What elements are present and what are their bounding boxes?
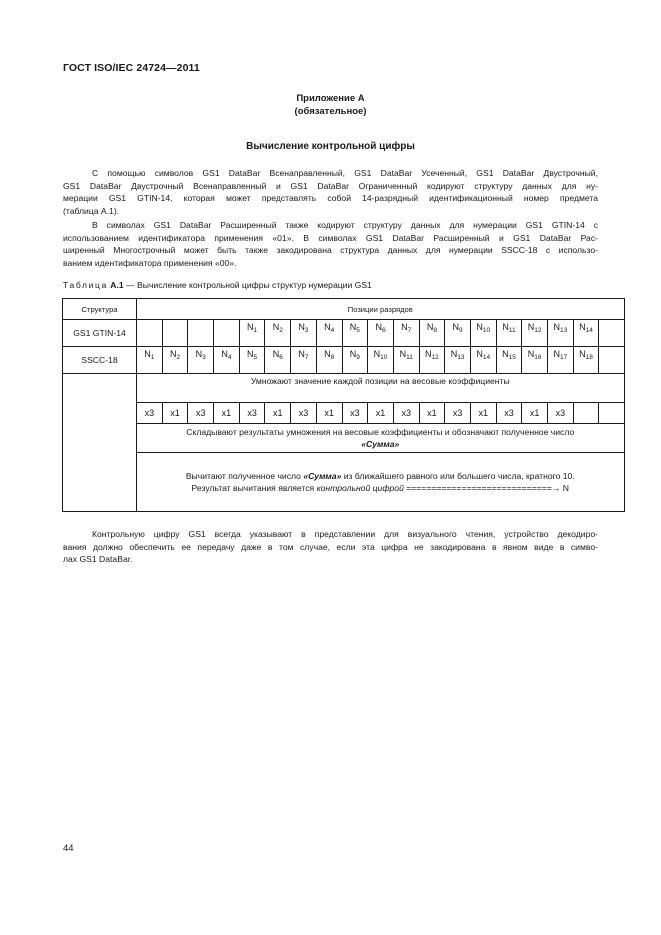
subtract-pre: Вычитают полученное число xyxy=(185,471,304,481)
position-cell xyxy=(188,320,214,347)
position-label: $N_3$ xyxy=(195,349,206,361)
position-label: $N_{15}$ xyxy=(502,349,516,361)
weight-cell: x3 xyxy=(188,403,214,424)
position-cell xyxy=(496,347,522,374)
subtract-word: «Сумма» xyxy=(303,471,342,481)
position-label: $N_9$ xyxy=(452,322,463,334)
position-cell xyxy=(137,347,163,374)
appendix-title: Приложение А xyxy=(296,93,365,104)
empty-cell xyxy=(599,347,624,374)
position-label: $N_{12}$ xyxy=(527,322,542,334)
position-cell xyxy=(316,347,342,374)
paragraph-line: мерации GS1 GTIN-14, которая может представлять собой 14-разрядный идентификационный номер предмета xyxy=(63,193,598,204)
table-row-sscc xyxy=(63,347,625,374)
header-positions: Позиции разрядов xyxy=(137,299,625,320)
position-label: $N_{13}$ xyxy=(553,322,568,334)
position-cell xyxy=(239,320,265,347)
position-label: $N_4$ xyxy=(221,349,232,361)
position-label: $N_4$ xyxy=(324,322,335,334)
weight-cell: x3 xyxy=(291,403,317,424)
position-label: $N_{14}$ xyxy=(476,349,491,361)
position-cell xyxy=(368,347,394,374)
table-row-gtin xyxy=(63,320,625,347)
position-label: $N_5$ xyxy=(247,349,258,361)
position-label: $N_3$ xyxy=(298,322,309,334)
weight-cell: x1 xyxy=(419,403,445,424)
weight-cell: x1 xyxy=(162,403,188,424)
table-row-weights xyxy=(63,403,625,424)
position-cell xyxy=(548,320,574,347)
position-label: $N_{10}$ xyxy=(476,322,491,334)
weight-cell: x3 xyxy=(445,403,471,424)
table-row-sum xyxy=(63,424,625,453)
row-label: SSCC-18 xyxy=(63,347,137,374)
position-cell xyxy=(470,320,496,347)
weight-cell: x1 xyxy=(265,403,291,424)
paragraph-2 xyxy=(63,219,598,269)
position-label: $N_8$ xyxy=(426,322,437,334)
weight-cell: x1 xyxy=(522,403,548,424)
position-cell xyxy=(342,347,368,374)
position-cell xyxy=(445,320,471,347)
position-cell xyxy=(573,320,599,347)
position-label: $N_2$ xyxy=(272,322,283,334)
caption-text: — Вычисление контрольной цифры структур нумерации GS1 xyxy=(123,280,372,290)
document-header: ГОСТ ISO/IEC 24724—2011 xyxy=(63,62,200,74)
position-label: $N_{11}$ xyxy=(399,349,413,361)
weight-cell: x3 xyxy=(496,403,522,424)
position-label: $N_{17}$ xyxy=(553,349,568,361)
position-label: $N_{16}$ xyxy=(527,349,542,361)
result-emph: контрольной цифрой xyxy=(316,483,404,493)
position-label: $N_{13}$ xyxy=(450,349,465,361)
position-label: $N_7$ xyxy=(401,322,412,334)
position-cell xyxy=(470,347,496,374)
position-label: $N_{12}$ xyxy=(425,349,439,361)
position-cell xyxy=(162,347,188,374)
position-label: $N_6$ xyxy=(375,322,386,334)
empty-cell xyxy=(599,320,624,347)
sum-word: «Сумма» xyxy=(361,439,400,449)
paragraph-line: Контрольную цифру GS1 всегда указывают в представлении для визуального чтения, устройство декодиро- xyxy=(92,529,598,539)
paragraph-line: (таблица А.1). xyxy=(63,205,120,216)
position-cell xyxy=(522,320,548,347)
paragraph-line: лах GS1 DataBar. xyxy=(63,554,133,565)
position-cell xyxy=(393,320,419,347)
section-title: Вычисление контрольной цифры xyxy=(246,141,415,152)
sum-text: Складывают результаты умножения на весовые коэффициенты и обозначают полученное число xyxy=(186,427,575,437)
subtract-post: из ближайшего равного или большего числа, кратного 10. xyxy=(341,471,575,481)
table-header-row xyxy=(63,299,625,320)
weight-cell: x3 xyxy=(137,403,163,424)
position-label: $N_1$ xyxy=(247,322,258,334)
weight-cell: x3 xyxy=(548,403,574,424)
position-label: $N_7$ xyxy=(298,349,309,361)
result-pre: Результат вычитания является xyxy=(191,483,317,493)
paragraph-line: ванием идентификатора применения «00». xyxy=(63,257,237,268)
position-cell xyxy=(188,347,214,374)
weight-cell: x3 xyxy=(342,403,368,424)
paragraph-line: ширенный Многострочный может быть также закодирована структура данных для нумерации SSCC-18 с использо- xyxy=(63,245,598,256)
position-label: $N_{11}$ xyxy=(502,322,516,334)
empty-cell xyxy=(599,403,624,424)
weight-cell: x1 xyxy=(214,403,240,424)
position-cell xyxy=(265,347,291,374)
position-cell xyxy=(419,347,445,374)
position-cell xyxy=(393,347,419,374)
position-cell xyxy=(162,320,188,347)
result-arrow: =============================→ N xyxy=(403,483,569,493)
empty-cell xyxy=(573,403,599,424)
weight-cell: x3 xyxy=(239,403,265,424)
position-cell xyxy=(239,347,265,374)
position-cell xyxy=(522,347,548,374)
weight-cell: x1 xyxy=(470,403,496,424)
paragraph-3 xyxy=(63,528,598,566)
position-label: $N_{14}$ xyxy=(579,322,593,334)
position-cell xyxy=(445,347,471,374)
paragraph-line: В символах GS1 DataBar Расширенный также кодируют структуру данных для нумерации GS1 GTIN-14 с xyxy=(92,220,598,230)
paragraph-1 xyxy=(63,167,598,217)
caption-number: А.1 xyxy=(110,280,124,290)
position-cell xyxy=(419,320,445,347)
appendix-status: (обязательное) xyxy=(294,106,367,117)
paragraph-line: вания должно обеспечить ее передачу даже в том случае, если эта цифра не закодирована в явном виде в симво- xyxy=(63,541,598,552)
paragraph-line: использованием идентификатора применения «01». В символах GS1 DataBar Расширенный и GS1 DataBar Рас- xyxy=(63,232,598,243)
page-number: 44 xyxy=(63,843,74,854)
position-label: $N_1$ xyxy=(144,349,155,361)
position-cell xyxy=(573,347,599,374)
header-structure: Структура xyxy=(63,299,137,320)
check-digit-table xyxy=(62,298,625,512)
position-cell xyxy=(137,320,163,347)
position-label: $N_9$ xyxy=(349,349,360,361)
position-label: $N_8$ xyxy=(324,349,335,361)
position-cell xyxy=(291,347,317,374)
position-label: $N_5$ xyxy=(349,322,360,334)
table-caption xyxy=(63,280,372,290)
position-cell xyxy=(214,347,240,374)
position-cell xyxy=(316,320,342,347)
position-label: $N_2$ xyxy=(169,349,181,361)
table-row-multiply xyxy=(63,374,625,403)
row-label: GS1 GTIN-14 xyxy=(63,320,137,347)
weight-cell: x1 xyxy=(368,403,394,424)
position-cell xyxy=(496,320,522,347)
table-row-subtract xyxy=(63,453,625,512)
weight-cell: x3 xyxy=(393,403,419,424)
position-label: $N_6$ xyxy=(272,349,283,361)
paragraph-line: GS1 DataBar Двустрочный Всенаправленный и GS1 DataBar Ограниченный кодируют структуру данных для ну- xyxy=(63,180,598,191)
subtract-cell xyxy=(137,453,625,512)
position-cell xyxy=(214,320,240,347)
position-cell xyxy=(368,320,394,347)
paragraph-line: С помощью символов GS1 DataBar Всенаправленный, GS1 DataBar Усеченный, GS1 DataBar Двустрочный, xyxy=(92,168,598,178)
sum-cell xyxy=(137,424,625,453)
position-label: $N_{18}$ xyxy=(579,349,593,361)
position-label: $N_{10}$ xyxy=(373,349,388,361)
caption-label: Таблица xyxy=(63,280,108,290)
position-cell xyxy=(265,320,291,347)
position-cell xyxy=(342,320,368,347)
weight-cell: x1 xyxy=(316,403,342,424)
position-cell xyxy=(548,347,574,374)
multiply-text: Умножают значение каждой позиции на весовые коэффициенты xyxy=(137,374,625,403)
position-cell xyxy=(291,320,317,347)
